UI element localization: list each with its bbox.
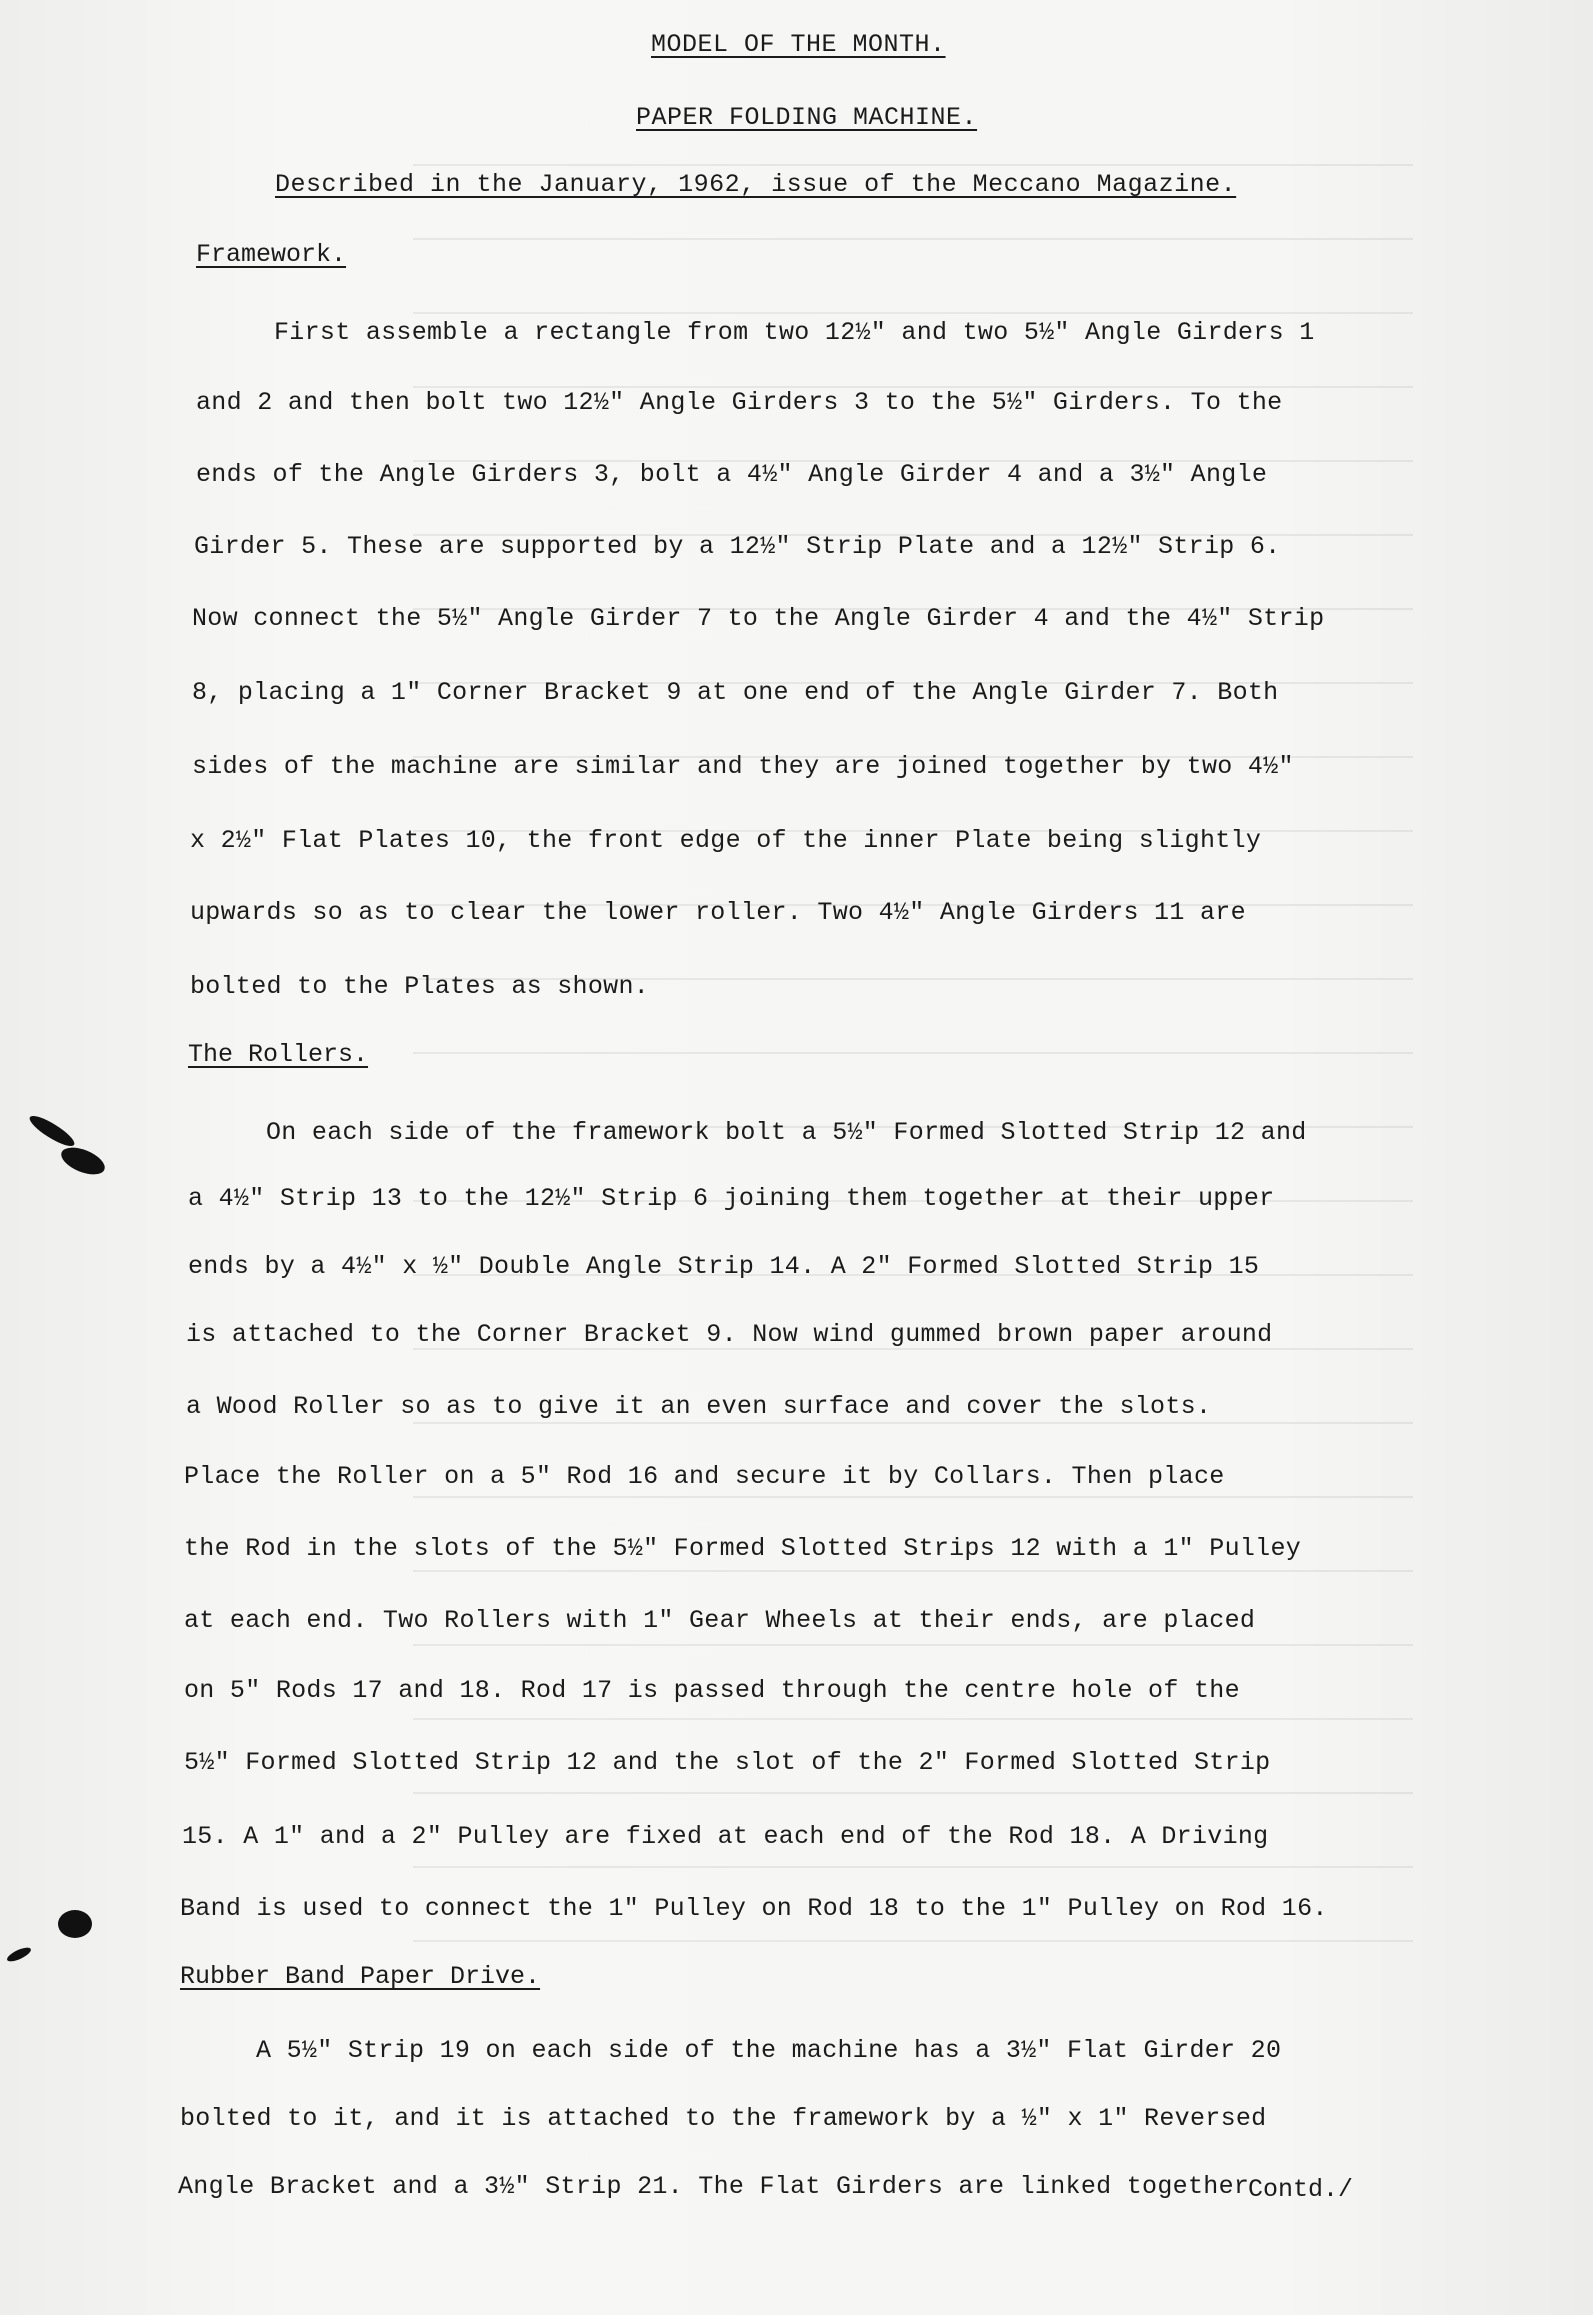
ink-blot [58,1910,92,1938]
text-line: ends of the Angle Girders 3, bolt a 4½" Angle Girder 4 and a 3½" Angle [196,460,1268,489]
text-line: 8, placing a 1" Corner Bracket 9 at one end of the Angle Girder 7. Both [192,678,1279,707]
ink-blot [58,1142,109,1180]
section-heading-rollers: The Rollers. [188,1040,369,1069]
text-line: is attached to the Corner Bracket 9. Now wind gummed brown paper around [186,1320,1273,1349]
text-line: ends by a 4½" x ½" Double Angle Strip 14. A 2" Formed Slotted Strip 15 [188,1252,1260,1281]
section-heading-rubber-band-drive: Rubber Band Paper Drive. [180,1962,541,1991]
text-line: bolted to it, and it is attached to the framework by a ½" x 1" Reversed [180,2104,1267,2133]
text-line: First assemble a rectangle from two 12½" and two 5½" Angle Girders 1 [274,318,1315,347]
text-line: x 2½" Flat Plates 10, the front edge of the inner Plate being slightly [190,826,1262,855]
text-line: On each side of the framework bolt a 5½" Formed Slotted Strip 12 and [266,1118,1307,1147]
text-line: on 5" Rods 17 and 18. Rod 17 is passed through the centre hole of the [184,1676,1240,1705]
text-line: the Rod in the slots of the 5½" Formed Slotted Strips 12 with a 1" Pulley [184,1534,1302,1563]
section-heading-framework: Framework. [196,240,347,269]
text-line: Band is used to connect the 1" Pulley on Rod 18 to the 1" Pulley on Rod 16. [180,1894,1328,1923]
text-line: a 4½" Strip 13 to the 12½" Strip 6 joining them together at their upper [188,1184,1275,1213]
text-line: 5½" Formed Slotted Strip 12 and the slot of the 2" Formed Slotted Strip [184,1748,1271,1777]
document-title: MODEL OF THE MONTH. [651,30,946,59]
text-line: Now connect the 5½" Angle Girder 7 to the Angle Girder 4 and the 4½" Strip [192,604,1325,633]
source-line: Described in the January, 1962, issue of the Meccano Magazine. [275,170,1237,199]
text-line: Angle Bracket and a 3½" Strip 21. The Flat Girders are linked together [178,2172,1250,2201]
continued-marker: Contd./ [1248,2175,1354,2204]
ink-blot [26,1111,78,1150]
ink-blot [5,1945,32,1964]
text-line: bolted to the Plates as shown. [190,972,650,1001]
text-line: at each end. Two Rollers with 1" Gear Wheels at their ends, are placed [184,1606,1256,1635]
text-line: a Wood Roller so as to give it an even surface and cover the slots. [186,1392,1212,1421]
text-line: 15. A 1" and a 2" Pulley are fixed at each end of the Rod 18. A Driving [182,1822,1269,1851]
text-line: A 5½" Strip 19 on each side of the machine has a 3½" Flat Girder 20 [256,2036,1282,2065]
text-line: sides of the machine are similar and they are joined together by two 4½" [192,752,1294,781]
document-subtitle: PAPER FOLDING MACHINE. [636,103,978,132]
text-line: Place the Roller on a 5" Rod 16 and secure it by Collars. Then place [184,1462,1225,1491]
text-line: and 2 and then bolt two 12½" Angle Girders 3 to the 5½" Girders. To the [196,388,1283,417]
text-line: upwards so as to clear the lower roller. Two 4½" Angle Girders 11 are [190,898,1246,927]
text-line: Girder 5. These are supported by a 12½" Strip Plate and a 12½" Strip 6. [194,532,1281,561]
show-through-text [413,100,1413,2000]
